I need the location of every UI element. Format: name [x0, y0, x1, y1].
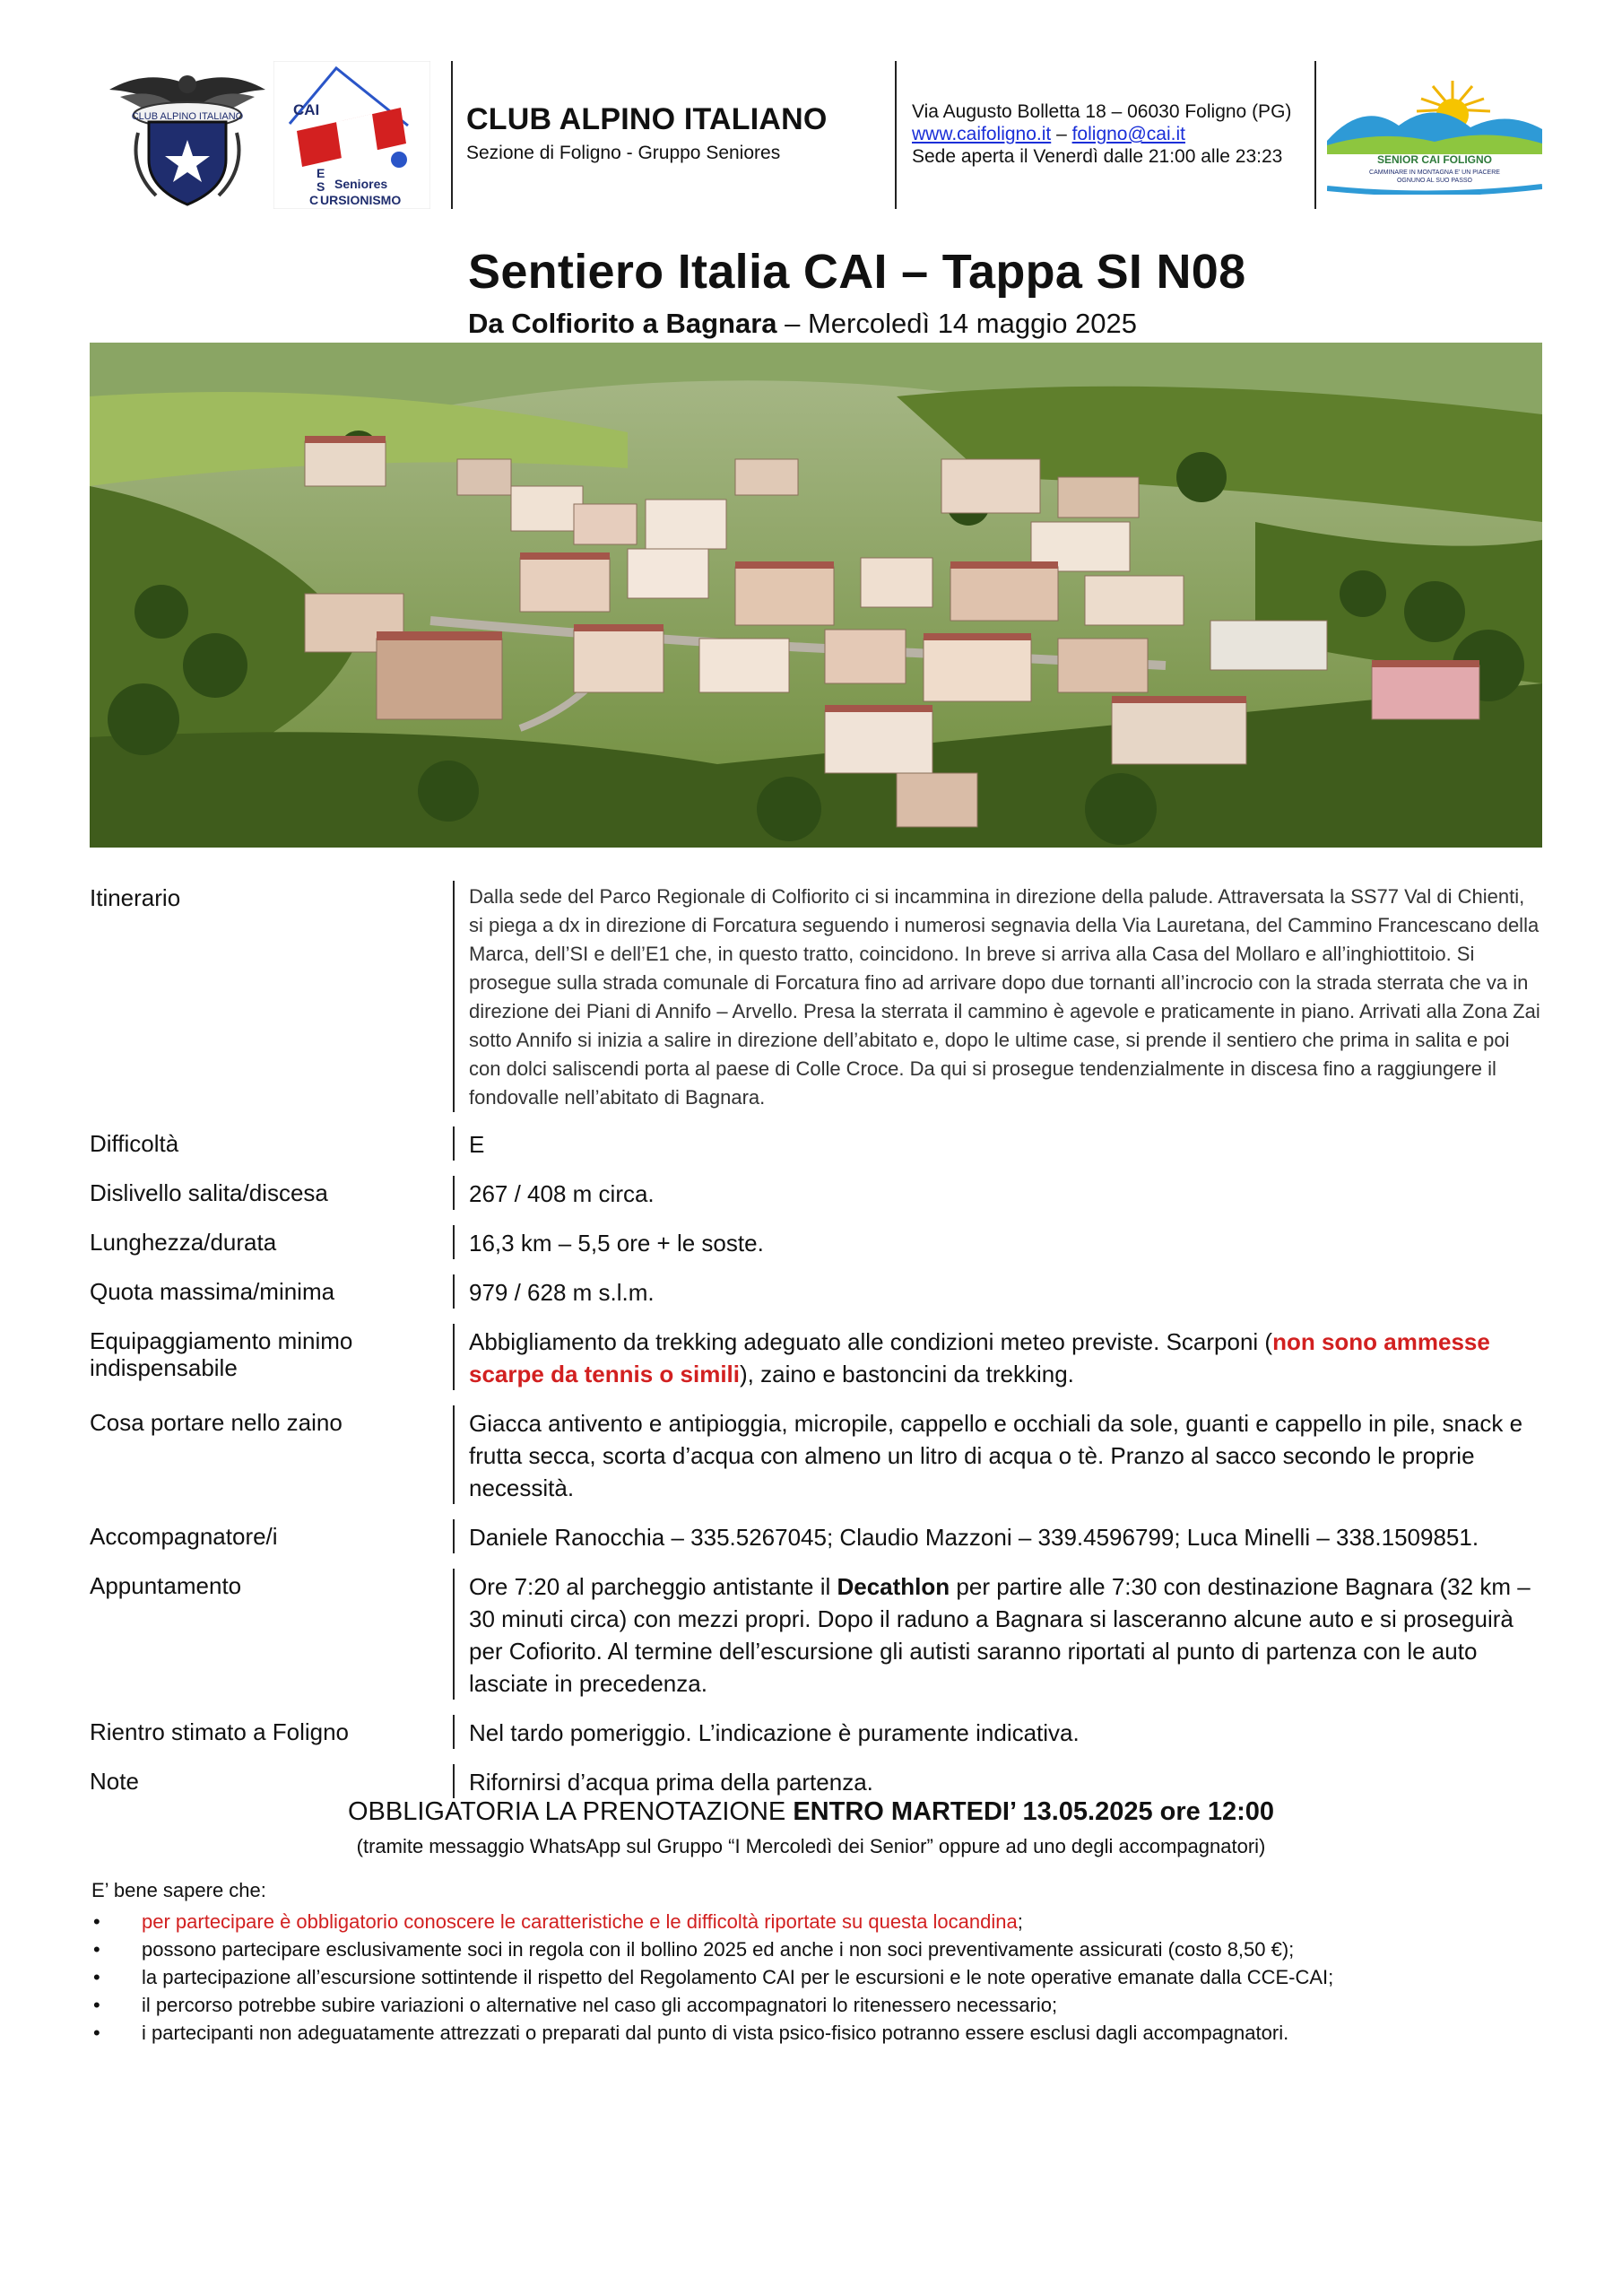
club-subtitle: Sezione di Foligno - Gruppo Seniores	[466, 143, 781, 163]
senior-cai-foligno-logo	[1327, 74, 1542, 195]
hike-date: – Mercoledì 14 maggio 2025	[776, 308, 1138, 339]
list-item	[91, 1991, 1490, 2019]
info-row-appuntamento	[90, 1569, 1542, 1700]
difficolta-value: E	[469, 1131, 485, 1158]
rientro-value: Nel tardo pomeriggio. L’indicazione è puramente indicativa.	[469, 1719, 1080, 1746]
escursionismo-logo	[273, 61, 430, 209]
equipaggiamento-label-line1: Equipaggiamento minimo	[90, 1327, 353, 1354]
address: Via Augusto Bolletta 18 – 06030 Foligno (PG)	[912, 101, 1292, 122]
bullet-icon: •	[93, 1966, 100, 1988]
club-block	[466, 102, 828, 164]
accompagnatori-label: Accompagnatore/i	[90, 1523, 278, 1550]
village-aerial-photo	[90, 343, 1542, 848]
accompagnatori-value: Daniele Ranocchia – 335.5267045; Claudio Mazzoni – 339.4596799; Luca Minelli – 338.1509851.	[469, 1524, 1479, 1551]
booking-notice	[0, 1797, 1622, 1827]
svg-text:E: E	[317, 166, 325, 180]
bullet-icon: •	[93, 1938, 100, 1961]
equipaggiamento-label	[90, 1324, 453, 1390]
info-row-rientro	[90, 1715, 1542, 1749]
bullet-icon: •	[93, 2022, 100, 2044]
appuntamento-place: Decathlon	[837, 1573, 950, 1600]
info-row-difficolta	[90, 1126, 1542, 1161]
list-item-text: la partecipazione all’escursione sottintende il rispetto del Regolamento CAI per le escursioni e le note operative emanate dalla CCE-CAI;	[142, 1966, 1334, 1988]
svg-text:C: C	[309, 193, 319, 207]
bullet-icon: •	[93, 1910, 100, 1933]
appuntamento-label: Appuntamento	[90, 1572, 242, 1599]
equipaggiamento-warning: non sono ammesse scarpe da tennis o simili	[469, 1328, 1490, 1387]
bullet-icon: •	[93, 1994, 100, 2016]
note-value: Rifornirsi d’acqua prima della partenza.	[469, 1769, 873, 1796]
zaino-label: Cosa portare nello zaino	[90, 1409, 343, 1436]
header-divider-2	[895, 61, 897, 209]
page-title: Sentiero Italia CAI – Tappa SI N08	[468, 245, 1246, 299]
info-row-accompagnatori	[90, 1519, 1542, 1553]
info-row-lunghezza	[90, 1225, 1542, 1259]
svg-text:SENIOR CAI FOLIGNO: SENIOR CAI FOLIGNO	[1376, 153, 1493, 166]
email-link[interactable]: foligno@cai.it	[1071, 124, 1185, 144]
link-separator: –	[1051, 124, 1072, 144]
list-item-text: i partecipanti non adeguatamente attrezzati o preparati dal punto di vista psico-fisico potranno essere esclusi dagli accompagnatori.	[142, 2022, 1289, 2044]
rientro-label: Rientro stimato a Foligno	[90, 1718, 350, 1745]
zaino-value: Giacca antivento e antipioggia, micropile, cappello e occhiali da sole, guanti e cappello in pile, snack e frutta secca, scorta d’acqua con almeno un litro di acqua o tè. Pranzo al sacco secondo le proprie necessità.	[469, 1410, 1523, 1501]
info-row-dislivello	[90, 1176, 1542, 1210]
equipaggiamento-label-line2: indispensabile	[90, 1354, 238, 1381]
hike-info-table	[90, 881, 1542, 1798]
links-line	[912, 123, 1291, 145]
note-label: Note	[90, 1768, 139, 1795]
equipaggiamento-text-end: ), zaino e bastoncini da trekking.	[740, 1361, 1074, 1387]
difficolta-label: Difficoltà	[90, 1130, 179, 1157]
appuntamento-value	[455, 1569, 1542, 1700]
list-item	[91, 1963, 1490, 1991]
quota-value: 979 / 628 m s.l.m.	[469, 1279, 655, 1306]
info-row-zaino	[90, 1405, 1542, 1504]
list-item-punct: ;	[1017, 1910, 1023, 1933]
cai-eagle-logo	[102, 61, 273, 209]
good-to-know-list	[91, 1908, 1490, 2047]
appuntamento-text-end: per partire alle 7:30 con destinazione Bagnara (32 km – 30 minuti circa) con mezzi propri. Dopo il raduno a Bagnara si lasceranno alcune auto e si proseguirà per Cofiorito. Al termine dell’escursione gli autisti saranno riportati al punto di partenza con le auto lasciate in precedenza.	[469, 1573, 1531, 1697]
booking-text: OBBLIGATORIA LA PRENOTAZIONE	[347, 1797, 794, 1826]
website-link[interactable]: www.caifoligno.it	[912, 124, 1052, 144]
info-row-equipaggiamento	[90, 1324, 1542, 1390]
good-to-know-intro: E’ bene sapere che:	[91, 1879, 266, 1901]
header	[90, 61, 1542, 213]
list-item-text: per partecipare è obbligatorio conoscere le caratteristiche e le difficoltà riportate su questa locandina	[142, 1910, 1018, 1933]
booking-method: (tramite messaggio WhatsApp sul Gruppo “I Mercoledì dei Senior” oppure ad uno degli accompagnatori)	[356, 1835, 1266, 1857]
info-row-itinerario	[90, 881, 1542, 1112]
header-divider-3	[1314, 61, 1316, 209]
svg-text:OGNUNO AL SUO PASSO: OGNUNO AL SUO PASSO	[1396, 178, 1473, 184]
header-divider-1	[451, 61, 453, 209]
page-subtitle	[468, 308, 1137, 340]
svg-text:CLUB ALPINO ITALIANO: CLUB ALPINO ITALIANO	[131, 111, 244, 122]
list-item	[91, 2019, 1490, 2047]
equipaggiamento-value	[455, 1324, 1542, 1390]
appuntamento-text: Ore 7:20 al parcheggio antistante il	[469, 1573, 837, 1600]
dislivello-label: Dislivello salita/discesa	[90, 1179, 328, 1206]
route-name: Da Colfiorito a Bagnara	[468, 308, 777, 339]
club-title: CLUB ALPINO ITALIANO	[466, 102, 828, 136]
list-item-text: il percorso potrebbe subire variazioni o alternative nel caso gli accompagnatori lo ritenessero necessario;	[142, 1994, 1058, 2016]
itinerario-label: Itinerario	[90, 884, 181, 911]
list-item	[91, 1935, 1490, 1963]
equipaggiamento-text: Abbigliamento da trekking adeguato alle condizioni meteo previste. Scarponi (	[469, 1328, 1273, 1355]
dislivello-value: 267 / 408 m circa.	[469, 1180, 655, 1207]
lunghezza-value: 16,3 km – 5,5 ore + le soste.	[469, 1230, 764, 1257]
quota-label: Quota massima/minima	[90, 1278, 335, 1305]
svg-text:S: S	[317, 179, 325, 194]
svg-text:CAI: CAI	[293, 101, 320, 118]
list-item	[91, 1908, 1490, 1935]
lunghezza-label: Lunghezza/durata	[90, 1229, 277, 1256]
svg-text:CAMMINARE IN MONTAGNA E' UN PI: CAMMINARE IN MONTAGNA E' UN PIACERE	[1369, 170, 1500, 176]
booking-deadline: ENTRO MARTEDI’ 13.05.2025 ore 12:00	[793, 1797, 1275, 1826]
opening-hours: Sede aperta il Venerdì dalle 21:00 alle 23:23	[912, 146, 1283, 167]
info-row-note	[90, 1764, 1542, 1798]
svg-text:URSIONISMO: URSIONISMO	[320, 193, 402, 207]
itinerario-value: Dalla sede del Parco Regionale di Colfiorito ci si incammina in direzione della palude. Attraversata la SS77 Val di Chienti, si piega a dx in direzione di Forcatura seguendo i numerosi segnavia della Via Lauretana, del Cammino Francescano della Marca, dell’SI e dell’E1 che, in questo tratto, coincidono. In breve si arriva alla Casa del Mollaro e all’inghiottitoio. Si prosegue sulla strada comunale di Forcatura fino ad arrivare dopo due tornanti all’incrocio con la strada sterrata che va in direzione dei Piani di Annifo – Arvello. Presa la sterrata il cammino è agevole e praticamente in piano. Arrivati alla Zona Zai sotto Annifo si inizia a salire in direzione dell’abitato e, dopo le ultime case, si prende il sentiero che prima in salita e poi con dolci saliscendi porta al paese di Colle Croce. Da qui si prosegue tendenzialmente in discesa fino a raggiungere il fondovalle nell’abitato di Bagnara.	[469, 885, 1540, 1109]
info-row-quota	[90, 1274, 1542, 1309]
contact-block	[912, 100, 1291, 168]
list-item-text: possono partecipare esclusivamente soci in regola con il bollino 2025 ed anche i non soci preventivamente assicurati (costo 8,50 €);	[142, 1938, 1295, 1961]
svg-text:Seniores: Seniores	[334, 177, 388, 191]
